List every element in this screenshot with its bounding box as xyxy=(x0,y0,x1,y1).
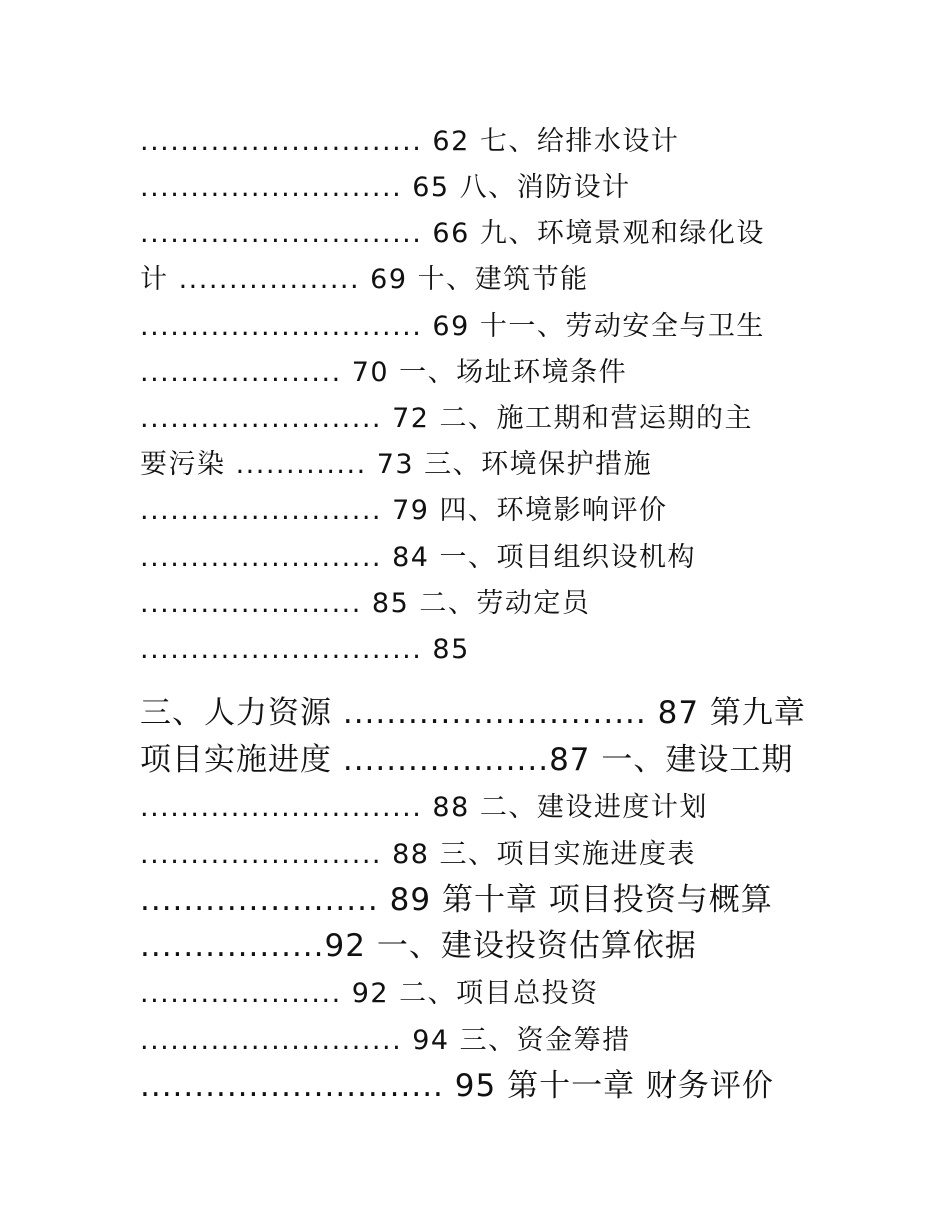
toc-line: 三、人力资源 ............................ 87 第九章 xyxy=(140,695,806,731)
toc-line: ...................... 85 二、劳动定员 xyxy=(140,588,591,619)
toc-line: ............................ 85 xyxy=(140,634,470,665)
toc-line: ............................ 95 第十一章 财务评价 xyxy=(140,1068,774,1104)
toc-line: ............................ 66 九、环境景观和绿化设 xyxy=(140,218,765,249)
toc-line: ...................... 89 第十章 项目投资与概算 xyxy=(140,882,773,918)
toc-line: 项目实施进度 ...................87 一、建设工期 xyxy=(140,742,794,778)
toc-line: .......................... 65 八、消防设计 xyxy=(140,172,631,203)
toc-line: .................... 92 二、项目总投资 xyxy=(140,978,599,1009)
toc-line: .................... 70 一、场址环境条件 xyxy=(140,357,628,388)
toc-line: ............................ 62 七、给排水设计 xyxy=(140,126,680,157)
toc-line: .................92 一、建设投资估算依据 xyxy=(140,928,697,964)
toc-line: 计 .................. 69 十、建筑节能 xyxy=(140,264,589,295)
toc-line: 要污染 ............. 73 三、环境保护措施 xyxy=(140,449,653,480)
toc-line: ............................ 69 十一、劳动安全与卫生 xyxy=(140,311,765,342)
toc-line: ............................ 88 二、建设进度计划 xyxy=(140,792,708,823)
toc-line: .......................... 94 三、资金筹措 xyxy=(140,1025,631,1056)
toc-line: ........................ 79 四、环境影响评价 xyxy=(140,495,668,526)
toc-line: ........................ 84 一、项目组织设机构 xyxy=(140,542,697,573)
toc-line: ........................ 88 三、项目实施进度表 xyxy=(140,839,697,870)
toc-line: ........................ 72 二、施工期和营运期的主 xyxy=(140,403,754,434)
